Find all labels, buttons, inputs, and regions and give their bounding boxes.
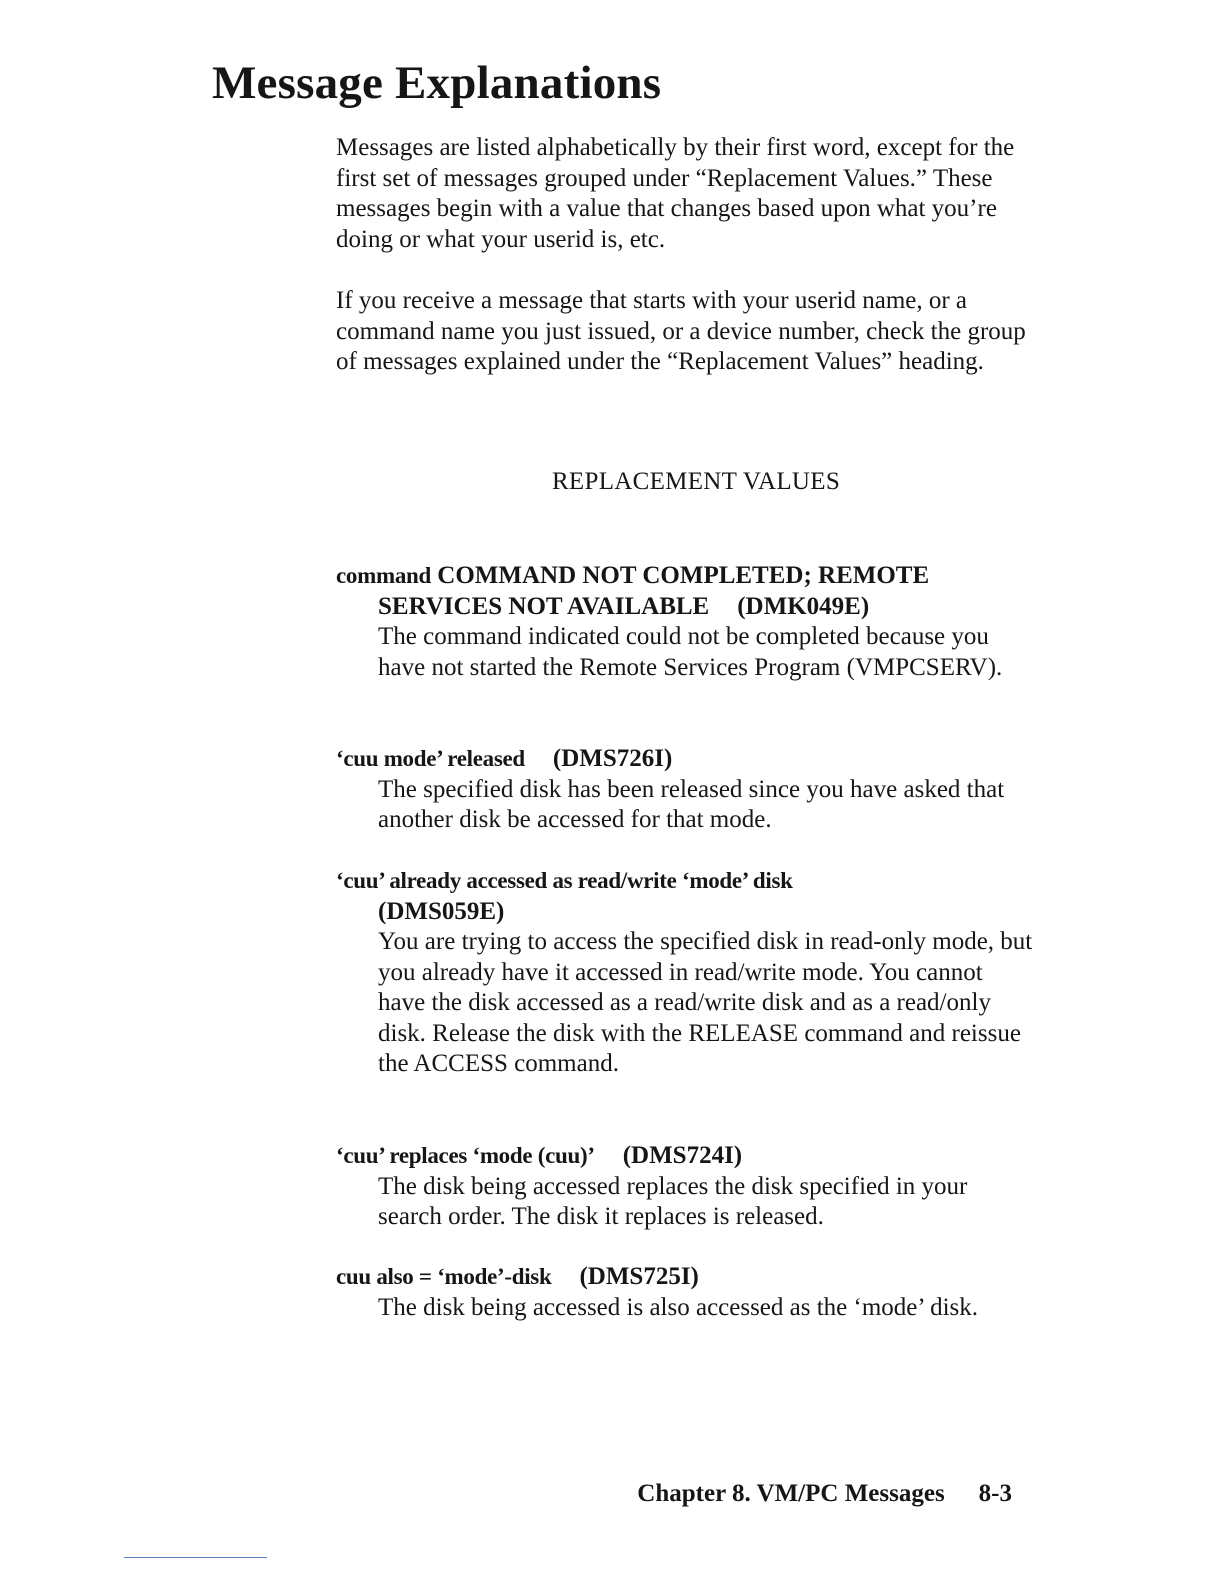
message-text: cuu also = ‘mode’-disk xyxy=(336,1264,552,1289)
message-entry xyxy=(336,866,1036,1080)
message-id: (DMS726I) xyxy=(552,745,673,772)
message-heading xyxy=(336,1262,1036,1293)
message-text: COMMAND NOT COMPLETED; REMOTE SERVICES NOT AVAILABLE xyxy=(378,562,930,620)
message-heading xyxy=(336,744,1036,775)
message-description: The specified disk has been released since you have asked that another disk be accessed for that mode. xyxy=(378,775,1005,833)
page-title: Message Explanations xyxy=(212,57,662,109)
page-number: 8-3 xyxy=(978,1480,1012,1507)
bottom-rule xyxy=(124,1557,267,1558)
message-text: ‘cuu’ replaces ‘mode (cuu)’ xyxy=(336,1143,595,1168)
intro-paragraph: Messages are listed alphabetically by their first word, except for the first set of messages grouped under “Replacement Values.” These messages begin with a value that changes based upon what you’re doing or what your userid is, etc. xyxy=(336,134,1015,253)
message-text: ‘cuu mode’ released xyxy=(336,746,525,771)
message-entry xyxy=(336,561,1036,683)
footer-chapter: Chapter 8. VM/PC Messages xyxy=(637,1480,945,1507)
message-heading xyxy=(336,561,1036,622)
message-description: The disk being accessed is also accessed as the ‘mode’ disk. xyxy=(378,1293,979,1321)
message-heading xyxy=(336,1141,1036,1172)
message-entry xyxy=(336,1262,1036,1323)
message-id: (DMS725I) xyxy=(579,1263,699,1290)
message-variable: command xyxy=(336,563,432,588)
message-heading xyxy=(336,866,1036,927)
message-id: (DMS724I) xyxy=(622,1142,743,1169)
page-footer xyxy=(637,1480,1012,1508)
message-entry xyxy=(336,1141,1036,1233)
message-id: (DMK049E) xyxy=(737,592,870,620)
message-description: The command indicated could not be completed because you have not started the Remote Services Program (VMPCSERV). xyxy=(378,623,1003,681)
message-text: ‘cuu’ already accessed as read/write ‘mode’ disk xyxy=(336,868,793,893)
message-description: The disk being accessed replaces the disk specified in your search order. The disk it replaces is released. xyxy=(378,1172,968,1230)
message-description: You are trying to access the specified disk in read-only mode, but you already have it accessed in read/write mode. You cannot have the disk accessed as a read/write disk and as a read/only disk. Release the disk with the RELEASE command and reissue the ACCESS command. xyxy=(378,928,1033,1077)
replacement-note-paragraph: If you receive a message that starts with your userid name, or a command name you just issued, or a device number, check the group of messages explained under the “Replacement Values” heading. xyxy=(336,287,1026,375)
section-heading: REPLACEMENT VALUES xyxy=(551,468,841,495)
message-entry xyxy=(336,744,1036,836)
message-id: (DMS059E) xyxy=(378,897,505,925)
